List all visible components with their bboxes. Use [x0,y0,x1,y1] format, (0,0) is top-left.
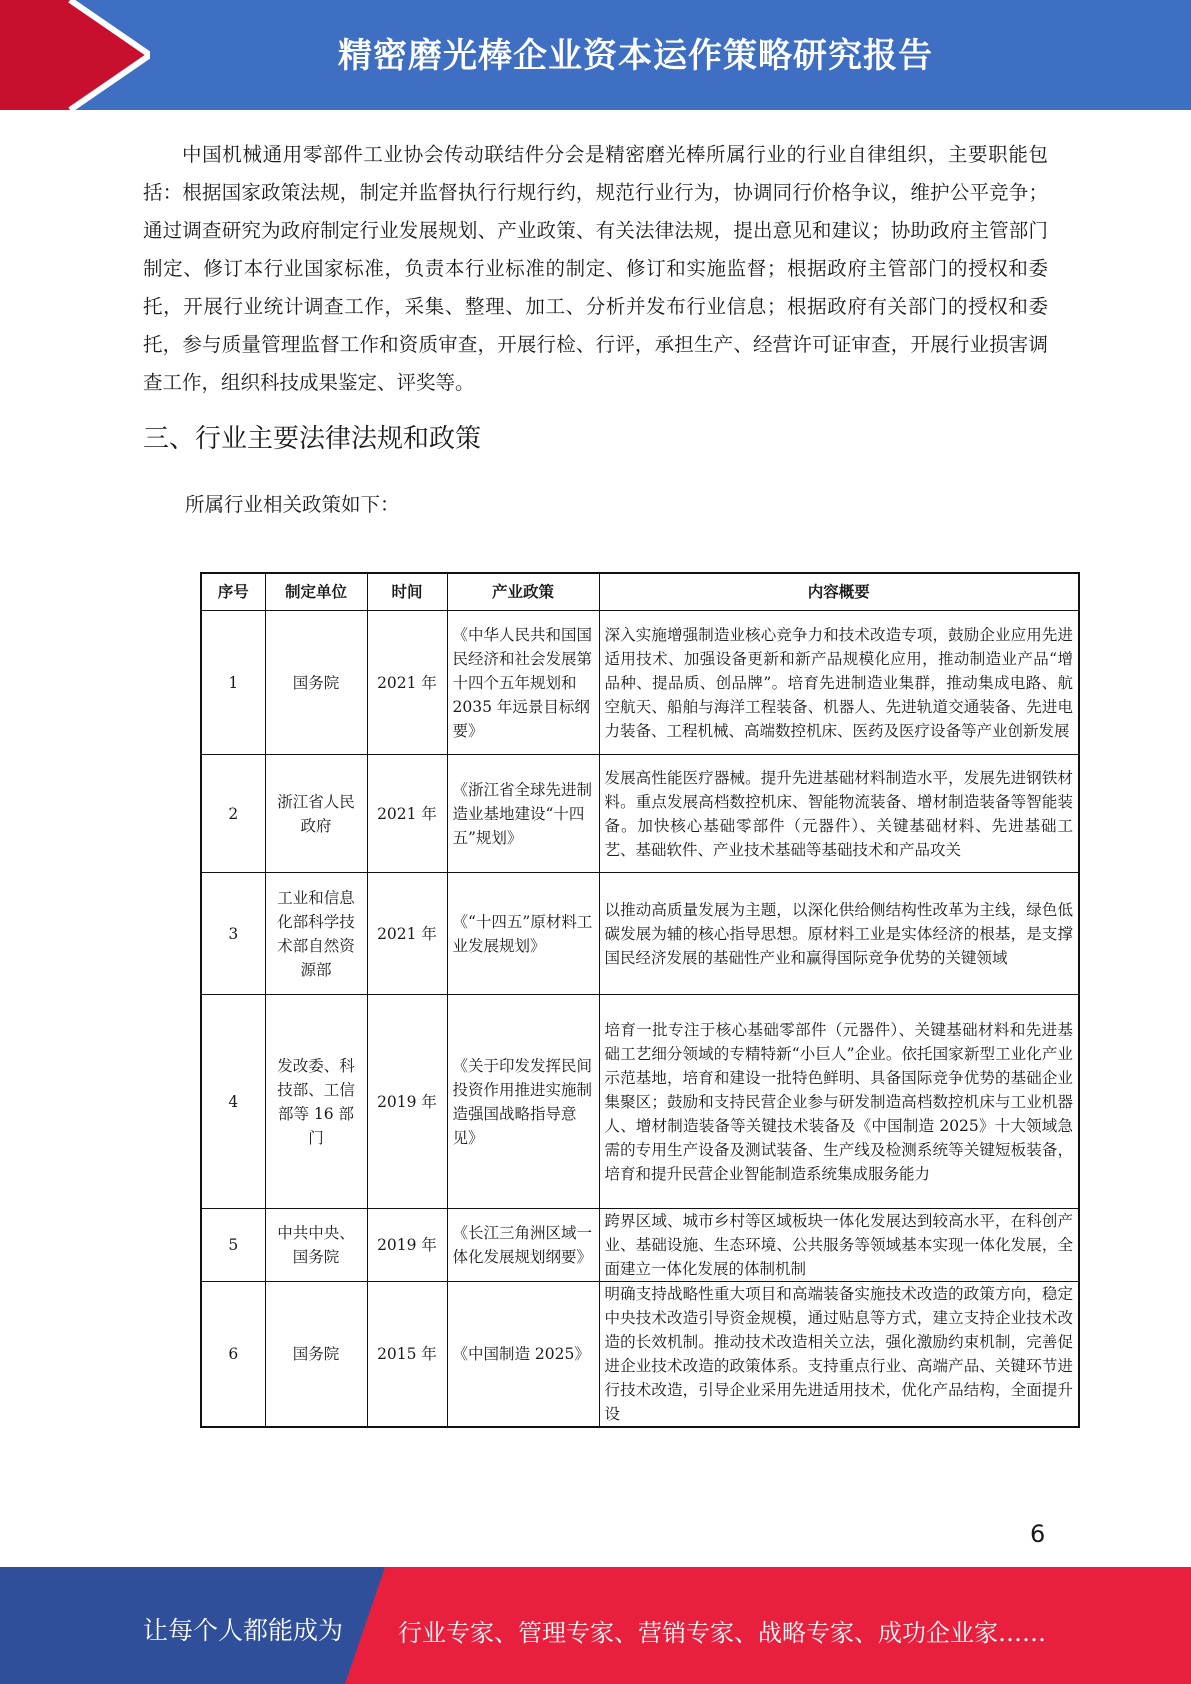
row-policy: 《中国制造 2025》 [447,1282,599,1428]
row-no: 6 [201,1282,265,1428]
section-heading: 三、行业主要法律法规和政策 [143,424,482,454]
row-unit: 工业和信息化部科学技术部自然资源部 [265,873,367,995]
row-summary: 发展高性能医疗器械。提升先进基础材料制造水平，发展先进钢铁材料。重点发展高档数控机床、智能物流装备、增材制造装备等智能装备。加快核心基础零部件（元器件）、关键基础材料、先进基础工艺、基础软件、产业技术基础等基础技术和产品攻关 [599,755,1079,873]
row-time: 2021 年 [367,755,447,873]
row-summary: 跨界区域、城市乡村等区域板块一体化发展达到较高水平，在科创产业、基础设施、生态环境、公共服务等领域基本实现一体化发展，全面建立一体化发展的体制机制 [599,1209,1079,1282]
row-unit: 浙江省人民政府 [265,755,367,873]
row-no: 5 [201,1209,265,1282]
table-row [201,995,1079,1209]
footer-banner [0,1567,1191,1684]
row-no: 3 [201,873,265,995]
page-number: 6 [1030,1520,1046,1548]
header-unit: 制定单位 [265,573,367,611]
row-policy: 《浙江省全球先进制造业基地建设“十四五”规划》 [447,755,599,873]
row-summary: 深入实施增强制造业核心竞争力和技术改造专项，鼓励企业应用先进适用技术、加强设备更新和新产品规模化应用，推动制造业产品“增品种、提品质、创品牌”。培育先进制造业集群，推动集成电路、航空航天、船舶与海洋工程装备、机器人、先进轨道交通装备、先进电力装备、工程机械、高端数控机床、医药及医疗设备等产业创新发展 [599,611,1079,755]
row-policy: 《关于印发发挥民间投资作用推进实施制造强国战略指导意见》 [447,995,599,1209]
header-banner [0,0,1191,110]
association-paragraph: 中国机械通用零部件工业协会传动联结件分会是精密磨光棒所属行业的行业自律组织，主要职能包括：根据国家政策法规，制定并监督执行行规行约，规范行业行为，协调同行价格争议，维护公平竞争；通过调查研究为政府制定行业发展规划、产业政策、有关法律法规，提出意见和建议；协助政府主管部门制定、修订本行业国家标准，负责本行业标准的制定、修订和实施监督；根据政府主管部门的授权和委托，开展行业统计调查工作，采集、整理、加工、分析并发布行业信息；根据政府有关部门的授权和委托，参与质量管理监督工作和资质审查，开展行检、行评，承担生产、经营许可证审查，开展行业损害调查工作，组织科技成果鉴定、评奖等。 [143,143,1048,394]
row-no: 4 [201,995,265,1209]
row-policy: 《“十四五”原材料工业发展规划》 [447,873,599,995]
row-summary: 培育一批专注于核心基础零部件（元器件）、关键基础材料和先进基础工艺细分领域的专精特新“小巨人”企业。依托国家新型工业化产业示范基地，培育和建设一批特色鲜明、具备国际竞争优势的基础企业集聚区；鼓励和支持民营企业参与研发制造高档数控机床与工业机器人、增材制造装备等关键技术装备及《中国制造 2025》十大领域急需的专用生产设备及测试装备、生产线及检测系统等关键短板装备，培育和提升民营企业智能制造系统集成服务能力 [599,995,1079,1209]
table-row [201,1282,1079,1428]
header-summary: 内容概要 [599,573,1079,611]
table-intro: 所属行业相关政策如下： [185,493,400,516]
table-header-row [201,573,1079,611]
table-row [201,873,1079,995]
table-row [201,1209,1079,1282]
header-policy: 产业政策 [447,573,599,611]
row-no: 1 [201,611,265,755]
row-no: 2 [201,755,265,873]
row-time: 2021 年 [367,873,447,995]
row-unit: 国务院 [265,611,367,755]
report-title: 精密磨光棒企业资本运作策略研究报告 [338,36,933,76]
footer-slogan-right: 行业专家、管理专家、营销专家、战略专家、成功企业家…… [398,1619,1046,1647]
row-time: 2019 年 [367,1209,447,1282]
row-policy: 《中华人民共和国国民经济和社会发展第十四个五年规划和 2035 年远景目标纲要》 [447,611,599,755]
table-row [201,611,1079,755]
row-summary: 以推动高质量发展为主题，以深化供给侧结构性改革为主线，绿色低碳发展为辅的核心指导思想。原材料工业是实体经济的根基，是支撑国民经济发展的基础性产业和赢得国际竞争优势的关键领域 [599,873,1079,995]
row-time: 2021 年 [367,611,447,755]
row-unit: 中共中央、国务院 [265,1209,367,1282]
policy-table [200,572,1080,1428]
row-time: 2015 年 [367,1282,447,1428]
header-time: 时间 [367,573,447,611]
row-time: 2019 年 [367,995,447,1209]
table-row [201,755,1079,873]
row-summary: 明确支持战略性重大项目和高端装备实施技术改造的政策方向，稳定中央技术改造引导资金规模，通过贴息等方式，建立支持企业技术改造的长效机制。推动技术改造相关立法，强化激励约束机制，完善促进企业技术改造的政策体系。支持重点行业、高端产品、关键环节进行技术改造，引导企业采用先进适用技术，优化产品结构，全面提升设 [599,1282,1079,1428]
row-policy: 《长江三角洲区域一体化发展规划纲要》 [447,1209,599,1282]
row-unit: 发改委、科技部、工信部等 16 部门 [265,995,367,1209]
footer-slogan-left: 让每个人都能成为 [143,1616,344,1645]
header-no: 序号 [201,573,265,611]
row-unit: 国务院 [265,1282,367,1428]
